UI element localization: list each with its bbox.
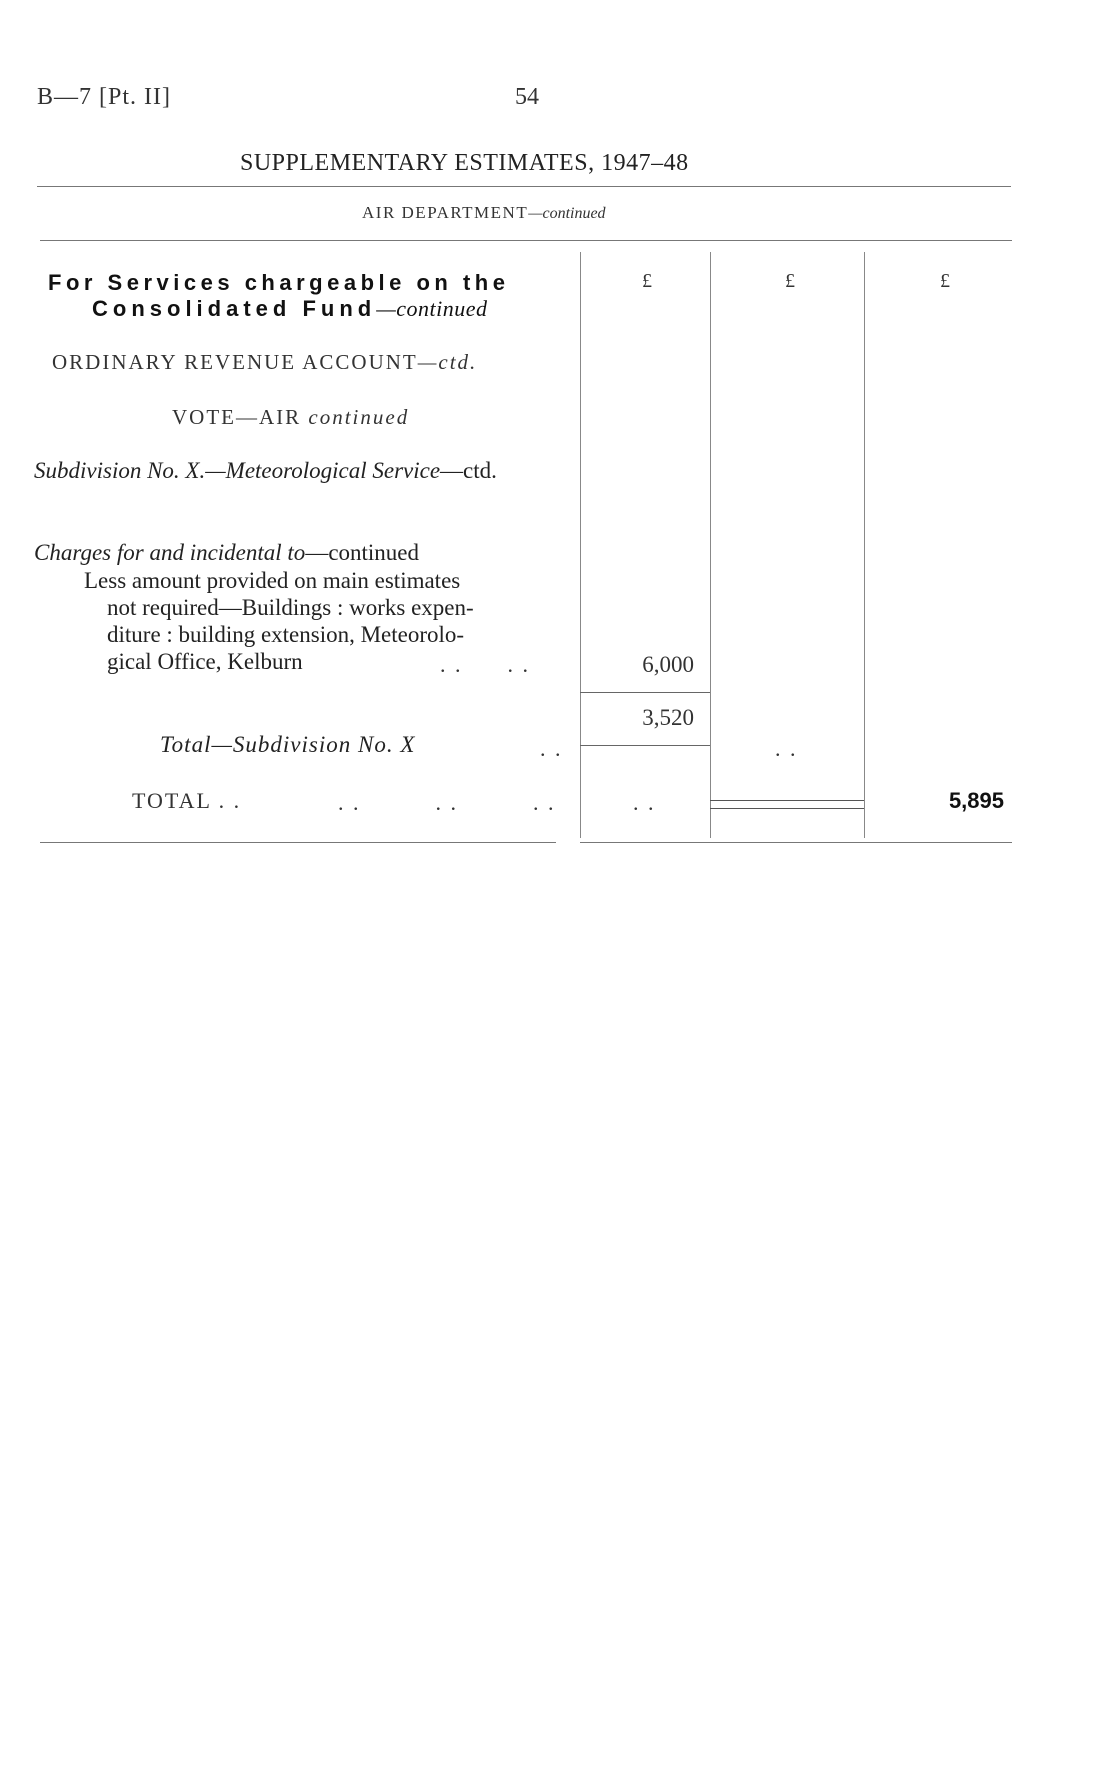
total-col2-rule-bottom xyxy=(710,808,864,809)
currency-header-2: £ xyxy=(785,270,795,292)
department-name: AIR DEPARTMENT xyxy=(362,203,529,222)
title-rule xyxy=(37,186,1011,187)
account-suffix: —ctd. xyxy=(417,350,478,374)
total-leader-dots: . . . . . . xyxy=(338,790,556,815)
vote-heading xyxy=(172,405,409,430)
table-top-rule xyxy=(40,240,1012,241)
table-bottom-rule-left xyxy=(40,842,556,843)
total-col2-rule-top xyxy=(710,800,864,801)
item-line-4: gical Office, Kelburn xyxy=(107,649,303,674)
subtotal-col2-dots: . . xyxy=(775,736,798,761)
subdivision-suffix: —ctd. xyxy=(440,458,497,483)
subtotal-label: Total—Subdivision No. X xyxy=(160,732,416,757)
item-line-2: not required—Buildings : works expen- xyxy=(107,595,474,620)
table-bottom-rule-right xyxy=(580,842,1012,843)
subdivision-heading xyxy=(34,458,497,484)
item-line-1: Less amount provided on main estimates xyxy=(84,568,461,593)
currency-header-1: £ xyxy=(642,270,652,292)
department-suffix: —continued xyxy=(528,205,606,222)
column-divider-2 xyxy=(710,252,711,838)
total-amount: 5,895 xyxy=(948,788,1004,813)
vote-name: VOTE—AIR xyxy=(172,405,302,429)
item-leader-dots: . . . . xyxy=(440,652,530,677)
subdivision-name: Subdivision No. X.—Meteorological Service xyxy=(34,458,441,483)
subtotal-amount: 3,520 xyxy=(642,705,694,730)
page-number: 54 xyxy=(515,84,539,110)
document-reference: B—7 [Pt. II] xyxy=(37,84,171,110)
charges-text: Charges for and incidental to xyxy=(34,540,306,565)
charges-suffix: —continued xyxy=(305,540,420,565)
account-name: ORDINARY REVENUE ACCOUNT xyxy=(52,350,418,374)
subtotal-dots: . . xyxy=(540,736,563,761)
services-heading-line2 xyxy=(92,296,488,322)
services-heading-line1: For Services chargeable on the xyxy=(48,270,510,295)
item-line-3: diture : building extension, Meteorolo- xyxy=(107,622,465,647)
total-col1-dots: . . xyxy=(633,790,656,815)
account-heading xyxy=(52,350,477,375)
services-heading-suffix: —continued xyxy=(376,296,488,321)
total-label: TOTAL . . xyxy=(132,788,242,813)
currency-header-3: £ xyxy=(940,270,950,292)
column-divider-3 xyxy=(864,252,865,838)
column-divider-1 xyxy=(580,252,581,838)
services-heading-fund: Consolidated Fund xyxy=(92,296,377,321)
item-amount-rule xyxy=(580,692,710,693)
charges-heading xyxy=(34,540,419,566)
item-amount: 6,000 xyxy=(642,652,694,677)
department-heading xyxy=(362,203,606,223)
vote-suffix: continued xyxy=(308,405,410,429)
subtotal-rule xyxy=(580,745,710,746)
page-title: SUPPLEMENTARY ESTIMATES, 1947–48 xyxy=(240,150,689,176)
